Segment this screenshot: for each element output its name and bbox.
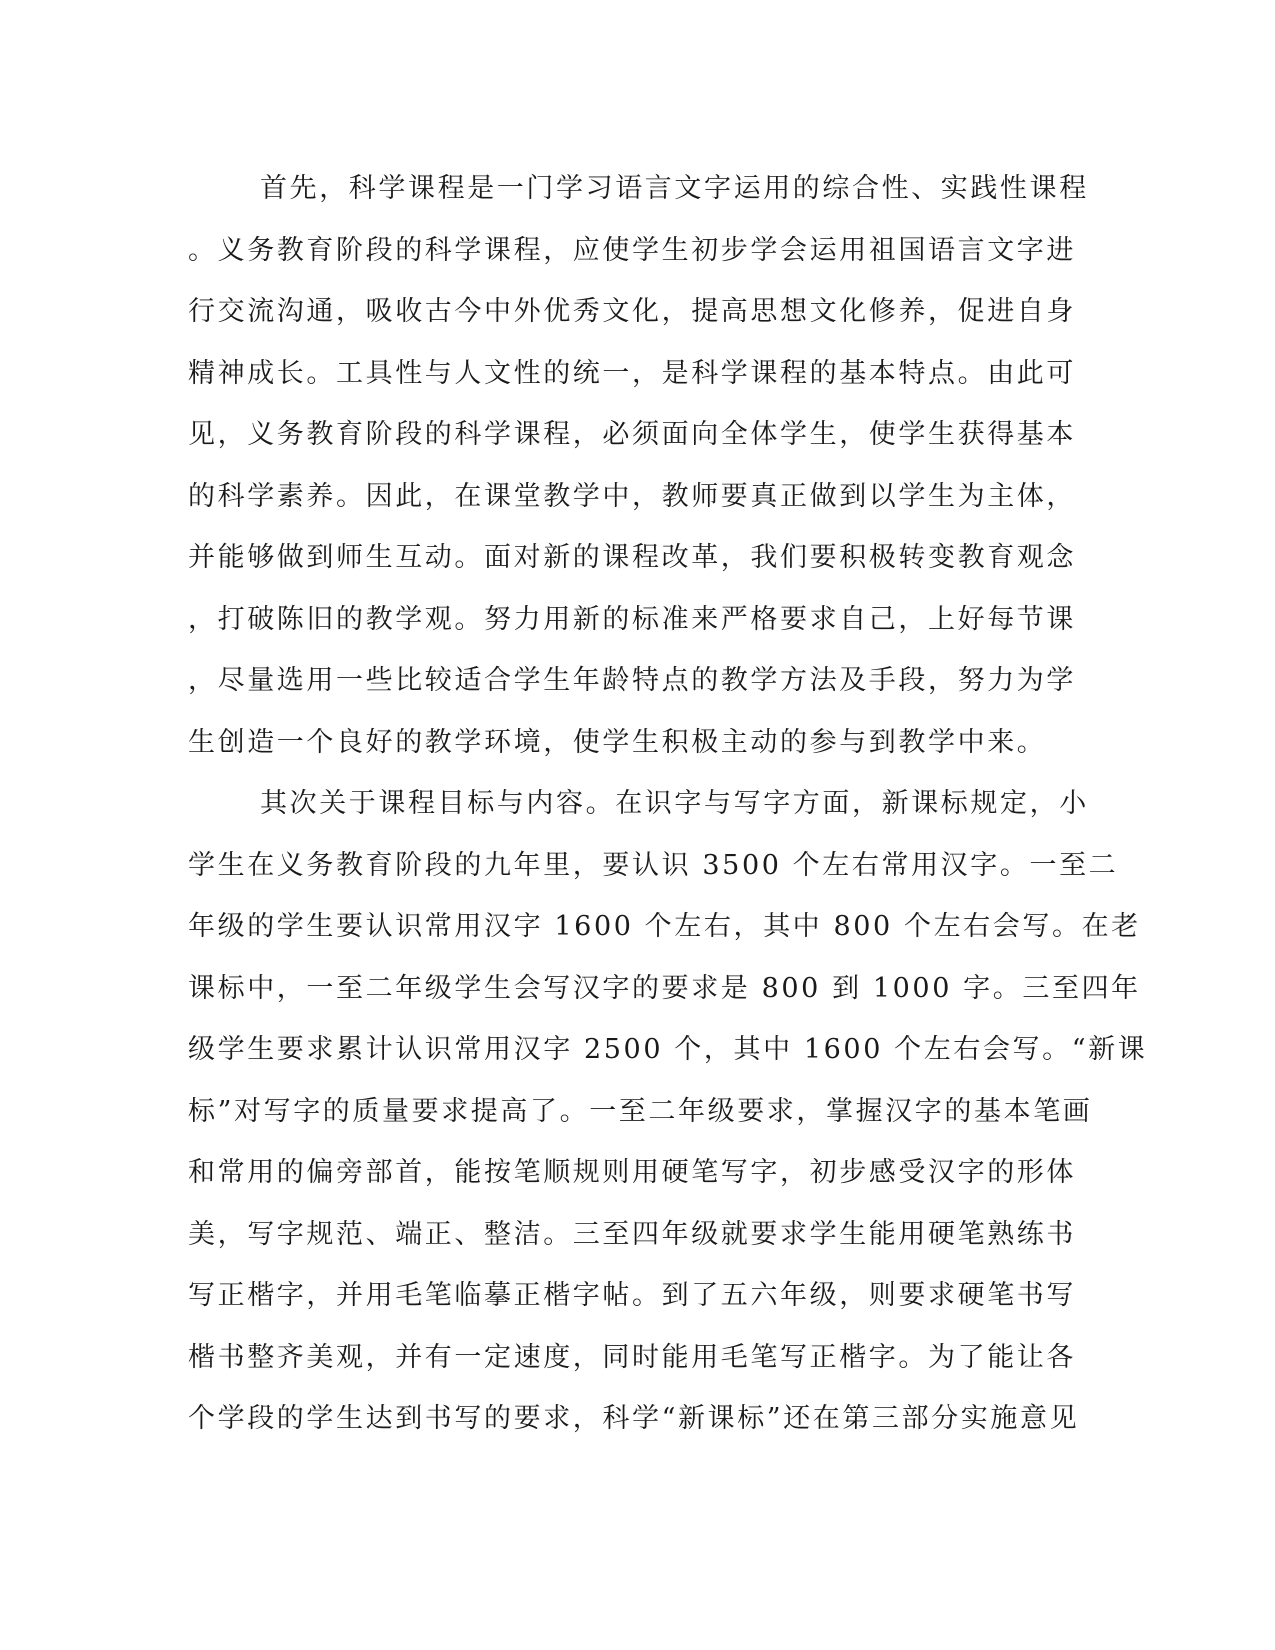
paragraph-1-line-6: 的科学素养。因此，在课堂教学中，教师要真正做到以学生为主体， bbox=[188, 480, 1076, 512]
paragraph-1-line-4: 精神成长。工具性与人文性的统一，是科学课程的基本特点。由此可 bbox=[188, 357, 1076, 389]
paragraph-2-line-11: 个学段的学生达到书写的要求，科学“新课标”还在第三部分实施意见 bbox=[188, 1403, 1080, 1434]
paragraph-2-line-10: 楷书整齐美观，并有一定速度，同时能用毛笔写正楷字。为了能让各 bbox=[188, 1341, 1076, 1373]
body-text bbox=[188, 158, 1148, 1450]
paragraph-1-line-7: 并能够做到师生互动。面对新的课程改革，我们要积极转变教育观念 bbox=[188, 542, 1076, 573]
paragraph-2-line-7: 和常用的偏旁部首，能按笔顺规则用硬笔写字，初步感受汉字的形体 bbox=[188, 1157, 1076, 1188]
paragraph-2-line-2: 学生在义务教育阶段的九年里，要认识 3500 个左右常用汉字。一至二 bbox=[188, 849, 1119, 881]
paragraph-2-line-3: 年级的学生要认识常用汉字 1600 个左右，其中 800 个左右会写。在老 bbox=[188, 911, 1141, 942]
paragraph-1-line-10: 生创造一个良好的教学环境，使学生积极主动的参与到教学中来。 bbox=[188, 726, 1047, 758]
paragraph-2-line-8: 美，写字规范、端正、整洁。三至四年级就要求学生能用硬笔熟练书 bbox=[188, 1218, 1076, 1250]
paragraph-1-line-3: 行交流沟通，吸收古今中外优秀文化，提高思想文化修养，促进自身 bbox=[188, 296, 1076, 327]
paragraph-2-line-5: 级学生要求累计认识常用汉字 2500 个，其中 1600 个左右会写。“新课 bbox=[188, 1034, 1148, 1065]
paragraph-2-line-9: 写正楷字，并用毛笔临摹正楷字帖。到了五六年级，则要求硬笔书写 bbox=[188, 1280, 1076, 1311]
paragraph-1-line-2: 。义务教育阶段的科学课程，应使学生初步学会运用祖国语言文字进 bbox=[188, 234, 1076, 266]
paragraph-1-line-9: ，尽量选用一些比较适合学生年龄特点的教学方法及手段，努力为学 bbox=[188, 665, 1076, 696]
paragraph-1-line-8: ，打破陈旧的教学观。努力用新的标准来严格要求自己，上好每节课 bbox=[188, 603, 1076, 635]
paragraph-2-line-6: 标”对写字的质量要求提高了。一至二年级要求，掌握汉字的基本笔画 bbox=[188, 1095, 1093, 1127]
paragraph-2-line-1: 其次关于课程目标与内容。在识字与写字方面，新课标规定，小 bbox=[260, 788, 1089, 819]
paragraph-1-line-1: 首先，科学课程是一门学习语言文字运用的综合性、实践性课程 bbox=[260, 173, 1089, 204]
paragraph-1-line-5: 见，义务教育阶段的科学课程，必须面向全体学生，使学生获得基本 bbox=[188, 419, 1076, 450]
paragraph-2-line-4: 课标中，一至二年级学生会写汉字的要求是 800 到 1000 字。三至四年 bbox=[188, 972, 1141, 1004]
